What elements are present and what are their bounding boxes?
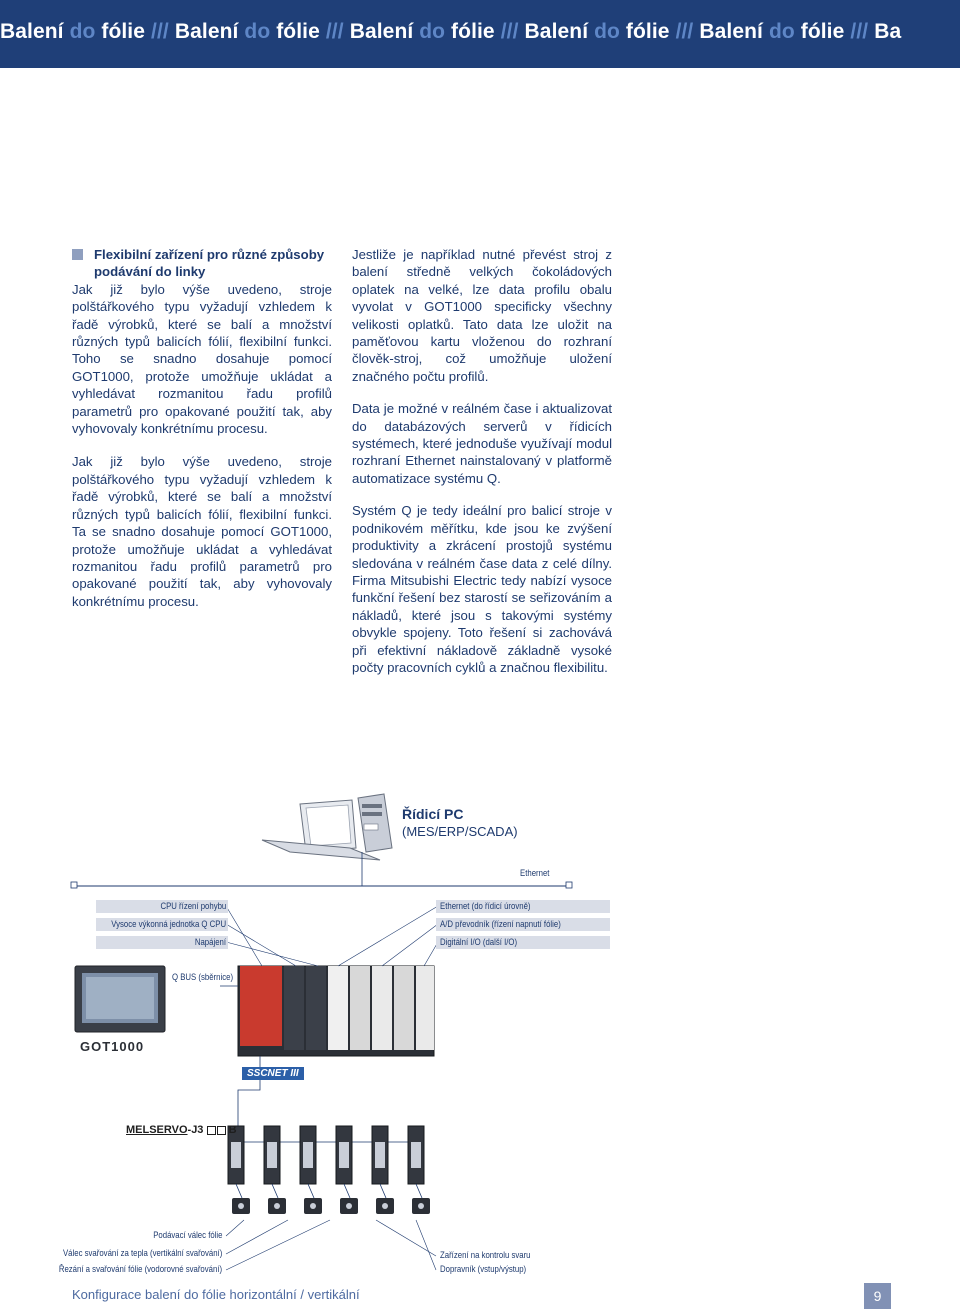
label-film-feed-roller: Podávací válec fólie [152,1230,222,1241]
right-paragraph-1: Jestliže je například nutné převést stroj z balení středně velkých čokoládových oplatek na velké, lze data profilu obalu vyvolat v GOT1000 specificky všechny velikosti oplatků. Tato data lze uložit na paměťovou kartu vloženou do rozhraní člověk-stroj, což umožňuje uložení značného počtu profilů. [352,247,612,384]
servo-motor-shaft [346,1203,352,1209]
right-paragraph-2: Data je možné v reálném čase i aktualizovat do databázových serverů v řídicích systémech, které jednoduše využívají modul rozhraní Ethernet nainstalovaný v platformě automatizace systému Q. [352,401,612,486]
label-conveyor: Dopravník (vstup/výstup) [440,1264,527,1275]
label-digital-io: Digitální I/O (další I/O) [440,937,518,948]
got1000-logo: GOT1000 [80,1039,145,1054]
servo-amplifier-panel [339,1142,349,1168]
servo-cable [308,1184,314,1198]
label-cpu-motion: CPU řízení pohybu [160,901,226,912]
page-number: 9 [864,1283,891,1309]
melservo-suffix: B [228,1124,237,1136]
label-bar-right-2 [436,918,610,931]
servo-motor-shaft [238,1203,244,1209]
ethernet-label: Ethernet [520,868,550,879]
label-seal-inspection: Zařízení na kontrolu svaru [440,1250,531,1261]
bullet-square-icon [72,249,83,260]
label-power-supply: Napájení [194,937,226,948]
servo-amplifier-panel [303,1142,313,1168]
left-paragraph-2: Jak již bylo výše uvedeno, stroje polštářkového typu vyžadují vzhledem k řadě výrobků, které se balí a množství různých typů balicích fólií, flexibilní funkci. Ta se snadno dosahuje pomocí GOT1000, protože umožňuje ukládat a vyhledávat rozmanitou řadu profilů parametrů pro opakované použití tak, aby vyhovovaly konkrétnímu procesu. [72,454,332,609]
servo-amplifier-panel [375,1142,385,1168]
left-paragraph-1: Jak již bylo výše uvedeno, stroje polštářkového typu vyžadují vzhledem k řadě výrobků, které se balí a množství různých typů balicích fólií, flexibilní funkci. Toho se snadno dosahuje pomocí GOT1000, protože umožňuje ukládat a vyhledávat rozmanitou řadu profilů parametrů pro opakované použití tak, aby vyhovovaly konkrétnímu procesu. [72,281,332,437]
servo-motor-shaft [382,1203,388,1209]
section-heading-text: Flexibilní zařízení pro různé způsoby podávání do linky [94,247,325,280]
label-heat-seal-roller: Válec svařování za tepla (vertikální svařování) [62,1248,222,1259]
sscnet-logo: SSCNET III [242,1067,304,1080]
label-bar-left-3 [96,936,228,949]
melservo-text: MELSERVO [126,1124,188,1136]
got-panel [75,966,165,1032]
left-column [72,246,332,610]
banner-segment: Balení do fólie /// [174,20,344,43]
melservo-series: -J3 [187,1124,204,1136]
servo-amplifier-panel [231,1142,241,1168]
placeholder-box-icon [217,1126,226,1135]
label-ethernet-module: Ethernet (do řídicí úrovně) [440,901,531,912]
servo-amplifier-panel [267,1142,277,1168]
servo-amplifier-panel [411,1142,421,1168]
servo-motor-shaft [310,1203,316,1209]
melservo-logo [126,1124,237,1136]
label-bar-left-2 [96,918,228,931]
banner-segment: Balení do fólie /// [349,20,519,43]
servo-cable [416,1184,422,1198]
banner-title [0,20,901,44]
label-q-cpu: Vysoce výkonná jednotka Q CPU [111,919,226,930]
label-bar-left-1 [96,900,228,913]
servo-cable [380,1184,386,1198]
section-heading [72,246,332,281]
label-film-cut-seal: Řezání a svařování fólie (vodorovné svařování) [58,1264,222,1275]
header-banner [0,0,960,68]
label-ad-converter: A/D převodník (řízení napnutí fólie) [440,919,561,930]
servo-motor-shaft [274,1203,280,1209]
banner-segment: Balení do fólie /// [0,20,169,43]
banner-segment: Balení do fólie /// [699,20,869,43]
right-column [352,246,612,676]
servo-amplifier-group [228,1126,430,1214]
computer-icon [262,794,392,860]
banner-segment: Balení do fólie /// [524,20,694,43]
label-bar-right-1 [436,900,610,913]
control-pc-subtitle: (MES/ERP/SCADA) [402,824,518,839]
plc-rack [220,966,434,1056]
control-pc-title: Řídicí PC [402,806,464,822]
qbus-label: Q BUS (sběrnice) [172,972,234,983]
label-bar-right-3 [436,936,610,949]
servo-cable [236,1184,242,1198]
banner-segment: Ba [874,20,902,43]
footer-caption: Konfigurace balení do fólie horizontální / vertikální [72,1287,360,1302]
servo-cable [272,1184,278,1198]
right-paragraph-3: Systém Q je tedy ideální pro balicí stroje v podnikovém měřítku, kde jsou ke zvýšení produktivity a zkrácení prostojů systému sledována v reálném čase data z celé dílny. Firma Mitsubishi Electric tedy nabízí vysoce funkční řešení bez starostí se seřizováním a nákladů, které jsou s takovými systémy obvykle spojeny. Toto řešení si zachovává při efektivní nákladově základně vysoké počty pracovních cyklů a značnou flexibilitu. [352,503,612,675]
system-diagram [0,790,960,1290]
placeholder-box-icon [207,1126,216,1135]
servo-cable [344,1184,350,1198]
servo-motor-shaft [418,1203,424,1209]
